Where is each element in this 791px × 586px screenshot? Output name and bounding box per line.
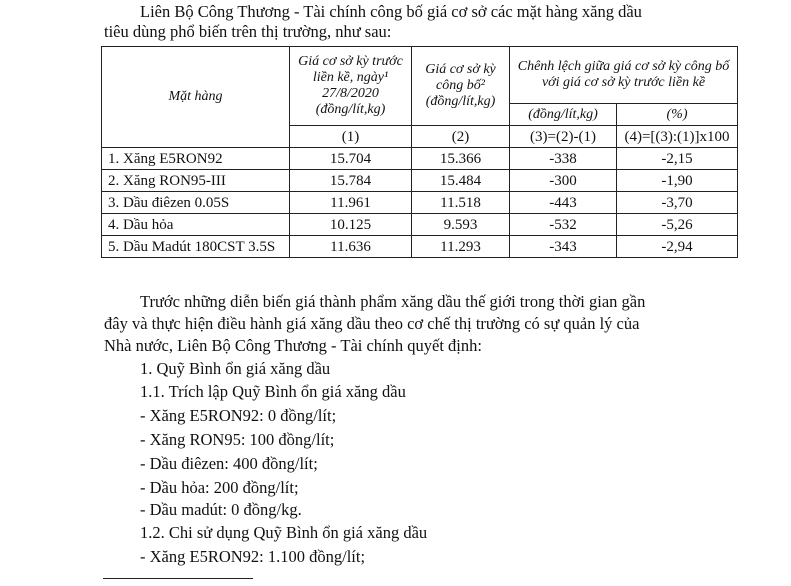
col-number-1: (1) — [290, 126, 412, 148]
table-row — [102, 236, 738, 258]
row-curr-price: 15.366 — [412, 148, 510, 170]
row-curr-price: 11.518 — [412, 192, 510, 214]
header-diff: Chênh lệch giữa giá cơ sở kỳ công bố với giá cơ sở kỳ trước liền kề — [510, 47, 738, 104]
price-table — [101, 46, 738, 258]
list-item: - Xăng E5RON92: 0 đồng/lít; — [140, 406, 337, 425]
row-curr-price: 9.593 — [412, 214, 510, 236]
list-item: - Dầu hỏa: 200 đồng/lít; — [140, 478, 299, 497]
table-row — [102, 148, 738, 170]
col-number-2: (2) — [412, 126, 510, 148]
row-prev-price: 10.125 — [290, 214, 412, 236]
header-diff-abs-unit: (đồng/lít,kg) — [510, 104, 617, 126]
table-row — [102, 214, 738, 236]
row-curr-price: 15.484 — [412, 170, 510, 192]
table-row — [102, 170, 738, 192]
body-para-line-1: Trước những diễn biến giá thành phẩm xăng dầu thế giới trong thời gian gần — [140, 292, 646, 311]
row-pct: -1,90 — [617, 170, 738, 192]
subsection-heading-1-2: 1.2. Chi sử dụng Quỹ Bình ổn giá xăng dầu — [140, 523, 428, 542]
list-item: - Dầu điêzen: 400 đồng/lít; — [140, 454, 318, 473]
table-row — [102, 192, 738, 214]
intro-line-2: tiêu dùng phổ biến trên thị trường, như sau: — [104, 22, 392, 41]
header-item: Mặt hàng — [102, 47, 290, 148]
row-prev-price: 15.704 — [290, 148, 412, 170]
row-diff: -532 — [510, 214, 617, 236]
row-diff: -338 — [510, 148, 617, 170]
header-curr-price: Giá cơ sở kỳ công bố² (đồng/lít,kg) — [412, 47, 510, 126]
row-pct: -2,15 — [617, 148, 738, 170]
list-item: - Xăng E5RON92: 1.100 đồng/lít; — [140, 547, 366, 566]
row-curr-price: 11.293 — [412, 236, 510, 258]
row-prev-price: 11.636 — [290, 236, 412, 258]
row-prev-price: 11.961 — [290, 192, 412, 214]
row-diff: -343 — [510, 236, 617, 258]
row-prev-price: 15.784 — [290, 170, 412, 192]
body-para-line-2: đây và thực hiện điều hành giá xăng dầu theo cơ chế thị trường có sự quản lý của — [104, 314, 640, 333]
row-pct: -2,94 — [617, 236, 738, 258]
row-pct: -3,70 — [617, 192, 738, 214]
row-item-name: 5. Dầu Madút 180CST 3.5S — [102, 236, 290, 258]
row-diff: -300 — [510, 170, 617, 192]
col-number-4: (4)=[(3):(1)]x100 — [617, 126, 738, 148]
list-item: - Xăng RON95: 100 đồng/lít; — [140, 430, 335, 449]
header-prev-price: Giá cơ sở kỳ trước liền kề, ngày¹ 27/8/2020 (đồng/lít,kg) — [290, 47, 412, 126]
footnote-separator — [103, 578, 253, 579]
row-item-name: 4. Dầu hỏa — [102, 214, 290, 236]
intro-line-1: Liên Bộ Công Thương - Tài chính công bố giá cơ sở các mặt hàng xăng dầu — [140, 2, 642, 21]
row-item-name: 2. Xăng RON95-III — [102, 170, 290, 192]
col-number-3: (3)=(2)-(1) — [510, 126, 617, 148]
body-para-line-3: Nhà nước, Liên Bộ Công Thương - Tài chính quyết định: — [104, 336, 482, 355]
row-pct: -5,26 — [617, 214, 738, 236]
row-diff: -443 — [510, 192, 617, 214]
row-item-name: 3. Dầu điêzen 0.05S — [102, 192, 290, 214]
header-diff-pct-unit: (%) — [617, 104, 738, 126]
section-heading-1: 1. Quỹ Bình ổn giá xăng dầu — [140, 359, 331, 378]
subsection-heading-1-1: 1.1. Trích lập Quỹ Bình ổn giá xăng dầu — [140, 382, 406, 401]
list-item: - Dầu madút: 0 đồng/kg. — [140, 500, 302, 519]
header-row — [102, 47, 738, 104]
row-item-name: 1. Xăng E5RON92 — [102, 148, 290, 170]
